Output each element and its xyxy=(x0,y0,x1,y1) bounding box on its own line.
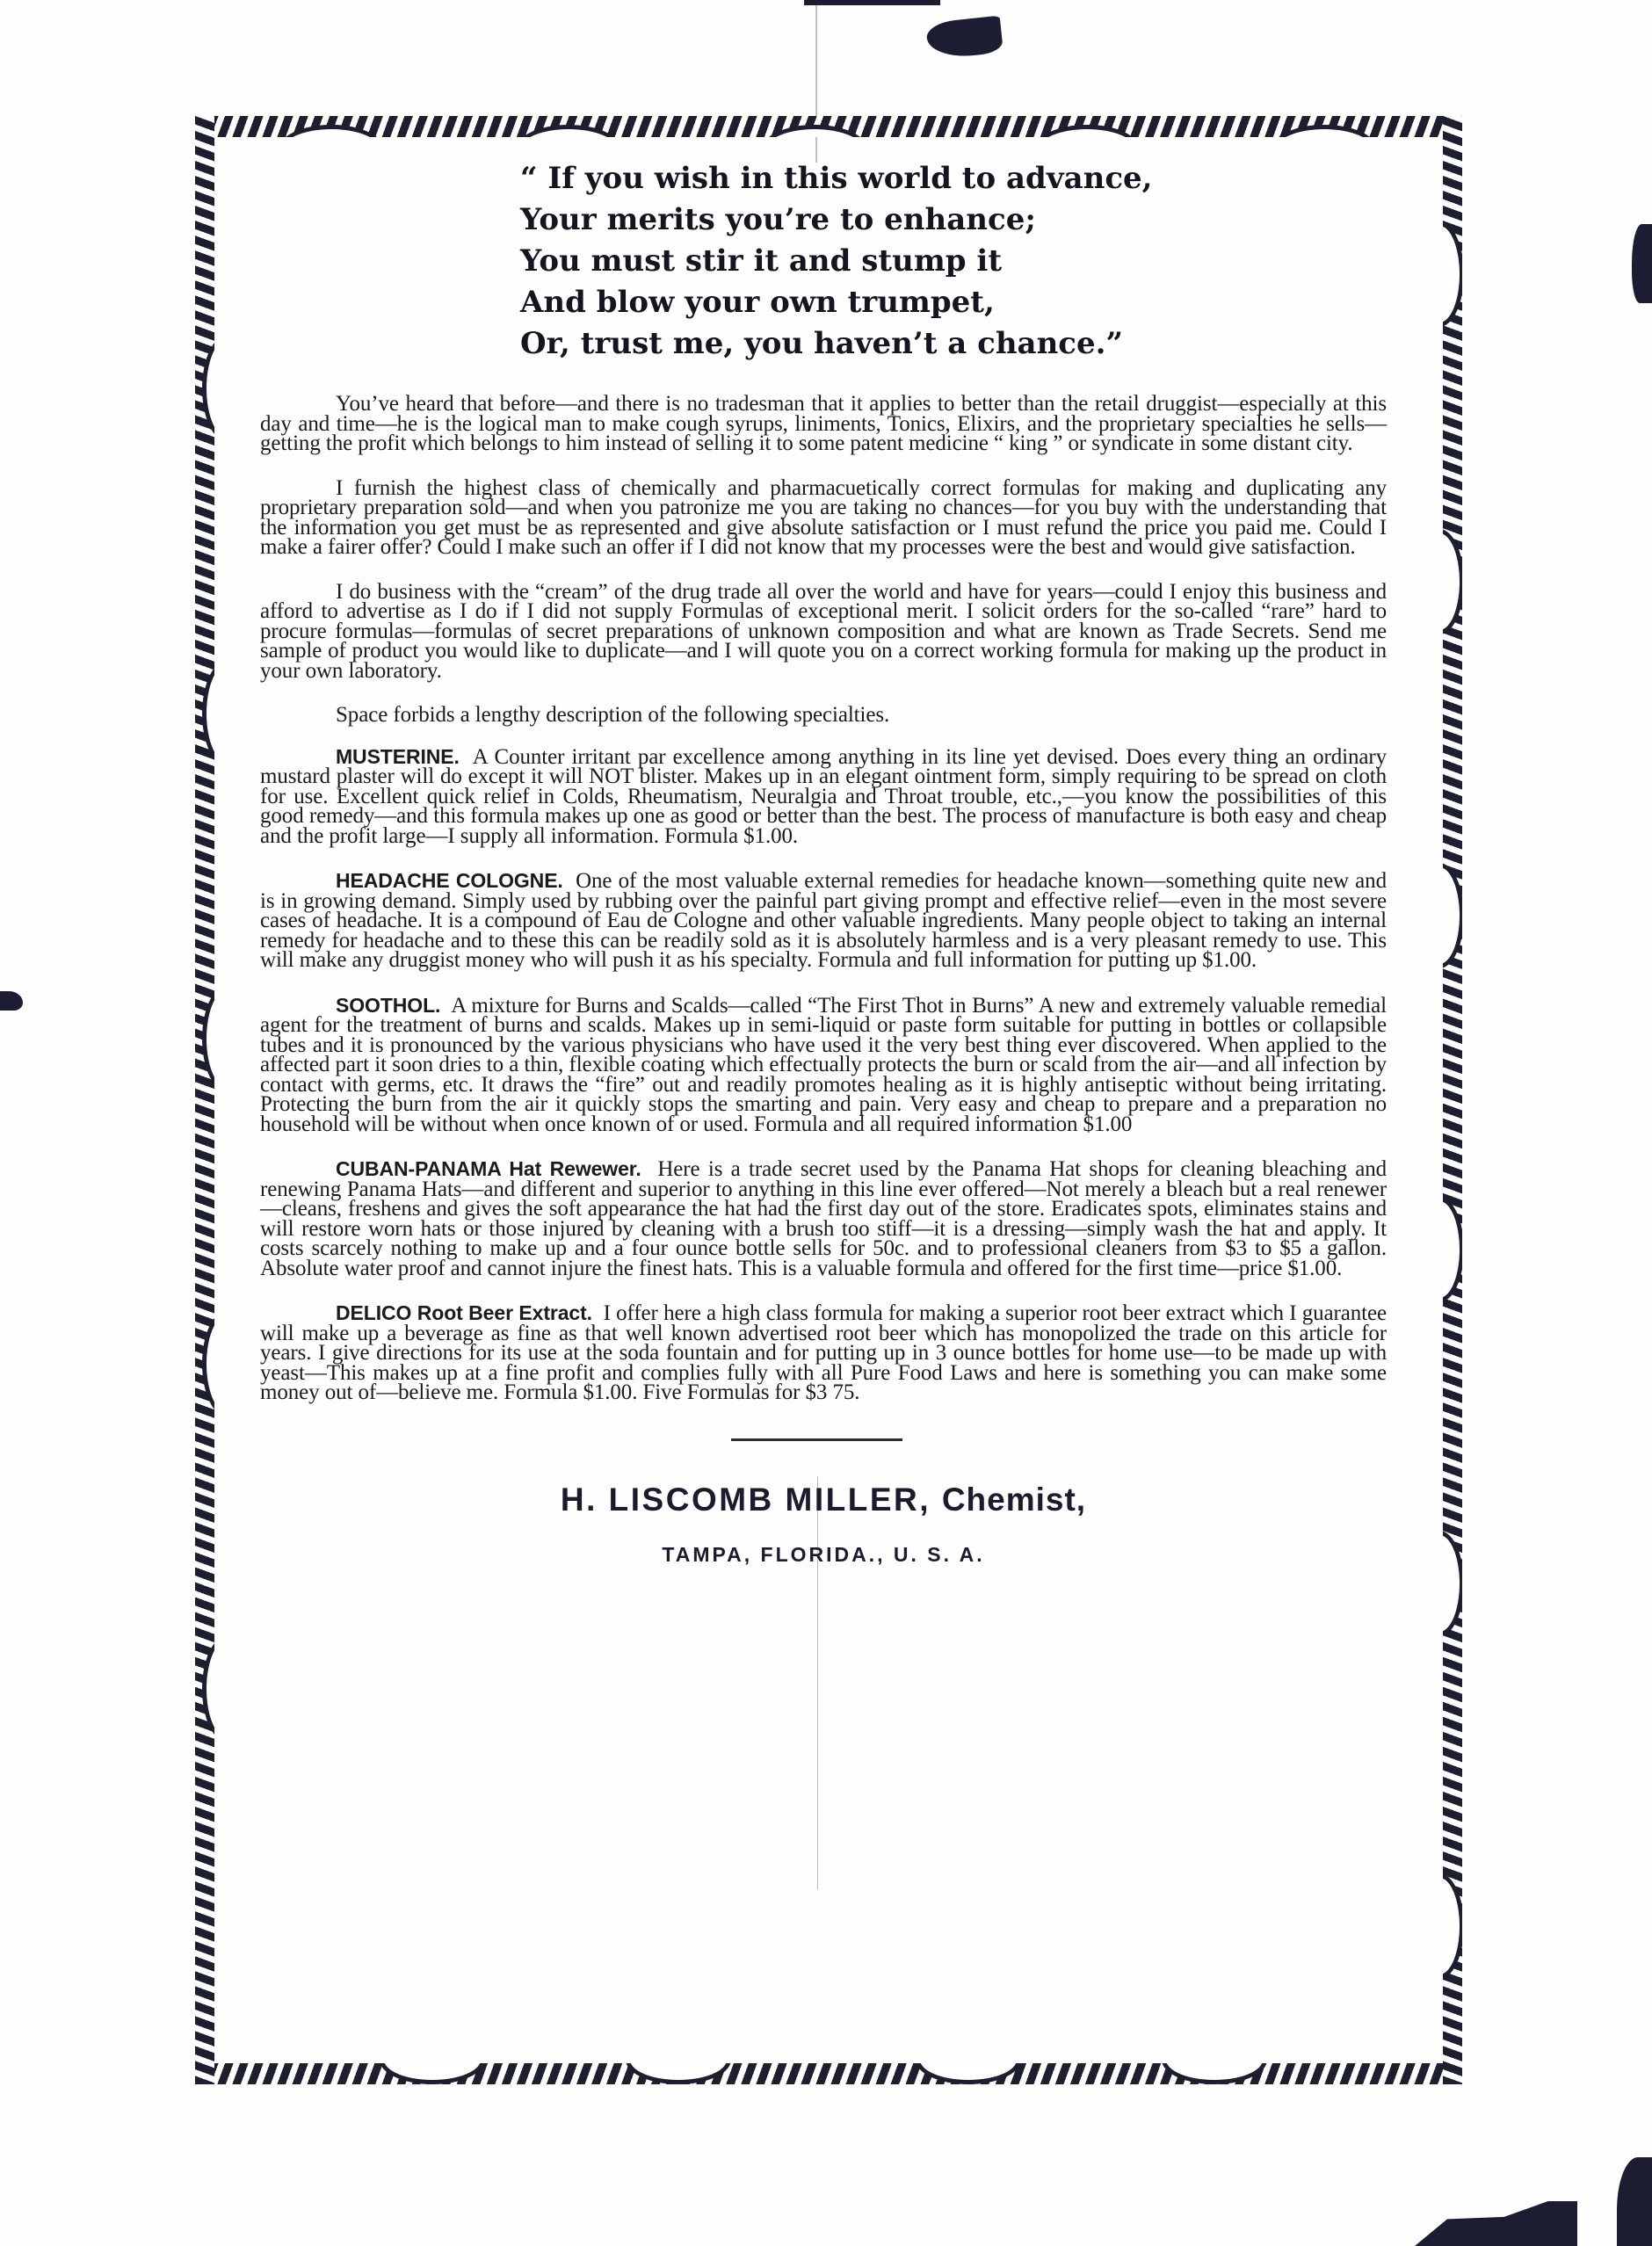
specialty-cuban-panama xyxy=(260,1159,1387,1279)
specialty-description: One of the most valuable external remedies for headache known—something quite new and is in growing demand. Simply used by rubbing over the painful part giving prompt and effective relief—even in the most severe cases of headache. It is a compound of Eau de Cologne and other valuable ingredients. Many people object to taking an internal remedy for headache and to these this can be readily sold as it is absolutely harmless and is a very pleasant remedy to use. This will make any druggist money who will push it as his specialty. Formula and full information for putting up $1.00. xyxy=(260,869,1387,972)
border-ornament xyxy=(762,125,867,137)
signature-title: Chemist, xyxy=(941,1481,1087,1518)
specialty-name: SOOTHOL. xyxy=(336,993,441,1017)
border-ornament xyxy=(1443,1531,1462,1636)
signature-address: TAMPA, FLORIDA., U. S. A. xyxy=(662,1542,985,1566)
poem-line: Or, trust me, you haven’t a chance.” xyxy=(520,326,1124,361)
poem-line: You must stir it and stump it xyxy=(520,243,1003,279)
specialty-name: HEADACHE COLOGNE. xyxy=(336,869,563,892)
scan-damage-mark xyxy=(1617,2157,1652,2246)
poem-line: “ If you wish in this world to advance, xyxy=(520,161,1153,196)
border-ornament xyxy=(516,125,621,137)
specialty-description: A mixture for Burns and Scalds—called “The First Thot in Burns” A new and extremely valuable remedial agent for the treatment of burns and scalds. Makes up in semi-liquid or paste form suitable for putting in bottles or collapsible tubes and it is pronounced by the various physicians who have used it the very best thing ever discovered. When applied to the affected part it soon dries to a thin, flexible coating which effectually protects the burn or scald from the air—and all infection by contact with germs, etc. It draws the “fire” out and readily promotes healing as it is highly antiseptic without being irritating. Protecting the burn from the air it quickly stops the smarting and pain. Very easy and cheap to prepare and a preparation no household will be without when once known of or used. Formula and all required information $1.00 xyxy=(260,993,1387,1136)
intro-paragraph: I do business with the “cream” of the drug trade all over the world and have for years—could I enjoy this business and afford to advertise as I do if I did not supply Formulas of exceptional merit. I solicit orders for the so-called “rare” hard to procure formulas—formulas of secret preparations of unknown composition and what are known as Trade Secrets. Send me sample of product you would like to duplicate—and I will quote you on a correct working formula for making up the product in your own laboratory. xyxy=(260,579,1387,683)
border-ornament xyxy=(1443,1197,1462,1302)
border-ornament xyxy=(279,125,384,137)
specialty-name: DELICO Root Beer Extract. xyxy=(336,1301,592,1324)
border-top xyxy=(195,116,1462,137)
scan-damage-mark xyxy=(0,991,23,1011)
advertisement-content xyxy=(260,149,1387,1567)
specialty-soothol xyxy=(260,993,1387,1136)
intro-paragraph: I furnish the highest class of chemically and pharmacuetically correct formulas for making and duplicating any proprietary preparation sold—and when you patronize me you are taking no chances—for you buy with the understanding that the information you get must be as represented and give absolute satisfaction or I must refund the price you paid me. Could I make a fairer offer? Could I make such an offer if I did not know that my processes were the best and would give satisfaction. xyxy=(260,475,1387,559)
specialty-description: A Counter irritant par excellence among anything in its line yet devised. Does every thing an ordinary mustard plaster will do except it will NOT blister. Makes up in an elegant ointment form, simply requiring to be spread on cloth for use. Excellent quick relief in Colds, Rheumatism, Neuralgia and Throat trouble, etc.,—you know the possibilities of this good remedy—and this formula makes up one as good or better than the best. The process of manufacture is both easy and cheap and the profit large—I supply all information. Formula $1.00. xyxy=(260,744,1387,848)
scan-edge-mark xyxy=(804,0,940,5)
divider-rule xyxy=(731,1438,902,1441)
border-ornament xyxy=(1034,125,1140,137)
border-bottom xyxy=(195,2063,1462,2084)
border-ornament xyxy=(1443,1873,1462,1979)
specialty-name: MUSTERINE. xyxy=(336,744,460,768)
border-ornament xyxy=(202,336,214,441)
body-text xyxy=(260,392,1387,1404)
specialty-description: I offer here a high class formula for making a superior root beer extract which I guarantee will make up a beverage as fine as that well known advertised root beer which has monopolized the trade on this article for years. I give directions for its use at the soda fountain and for putting up in 3 ounce bottles for home use—to be made up with yeast—This makes up at a fine profit and complies fully with all Pure Food Laws and here is something you can make some money out of—believe me. Formula $1.00. Five Formulas for $3 75. xyxy=(260,1301,1387,1404)
border-ornament xyxy=(1443,863,1462,968)
intro-paragraph: Space forbids a lengthy description of the following specialties. xyxy=(336,703,890,727)
border-ornament xyxy=(380,2063,485,2084)
intro-paragraph: You’ve heard that before—and there is no tradesman that it applies to better than the retail druggist—especially at this day and time—he is the logical man to make cough syrups, liniments, Tonics, Elixirs, and the proprietary specialties he sells—getting the profit which belongs to him instead of selling it to some patent medicine “ king ” or syndicate in some distant city. xyxy=(260,392,1387,455)
epigraph-poem xyxy=(520,158,1387,365)
specialty-headache-cologne xyxy=(260,871,1387,971)
border-ornament xyxy=(1272,125,1377,137)
scan-damage-mark xyxy=(925,16,1004,61)
specialty-description: Here is a trade secret used by the Panama Hat shops for cleaning bleaching and renewing Panama Hats—and different and superior to anything in this line ever offered—Not merely a bleach but a real renewer—cleans, freshens and gives the soft appearance the hat had the first day out of the store. Eradicates spots, eliminates stains and will restore worn hats or those injured by cleaning with a brush too stiff—it is a dressing—simply wash the hat and apply. It costs scarcely nothing to make up and a four ounce bottle sells for 50c. and to professional cleaners from $3 to $5 a gallon. Absolute water proof and cannot injure the finest hats. This is a valuable formula and offered for the first time—price $1.00. xyxy=(260,1157,1387,1280)
border-ornament xyxy=(1443,221,1462,327)
border-ornament xyxy=(1162,2063,1267,2084)
specialty-name: CUBAN-PANAMA Hat Rewewer. xyxy=(336,1157,641,1180)
border-ornament xyxy=(1443,529,1462,634)
scan-damage-mark xyxy=(1415,2201,1577,2246)
border-ornament xyxy=(202,1311,214,1416)
border-ornament xyxy=(626,2063,731,2084)
poem-line: Your merits you’re to enhance; xyxy=(520,202,1036,237)
signature xyxy=(260,1482,1387,1518)
border-ornament xyxy=(202,1636,214,1742)
scan-damage-mark xyxy=(1632,224,1652,303)
signature-name: H. LISCOMB MILLER, xyxy=(560,1481,931,1518)
specialty-delico xyxy=(260,1303,1387,1403)
border-ornament xyxy=(916,2063,1021,2084)
specialty-musterine xyxy=(260,744,1387,848)
border-ornament xyxy=(202,661,214,766)
border-right xyxy=(1443,116,1462,2084)
border-left xyxy=(195,116,214,2084)
border-ornament xyxy=(202,986,214,1091)
poem-line: And blow your own trumpet, xyxy=(520,285,995,320)
